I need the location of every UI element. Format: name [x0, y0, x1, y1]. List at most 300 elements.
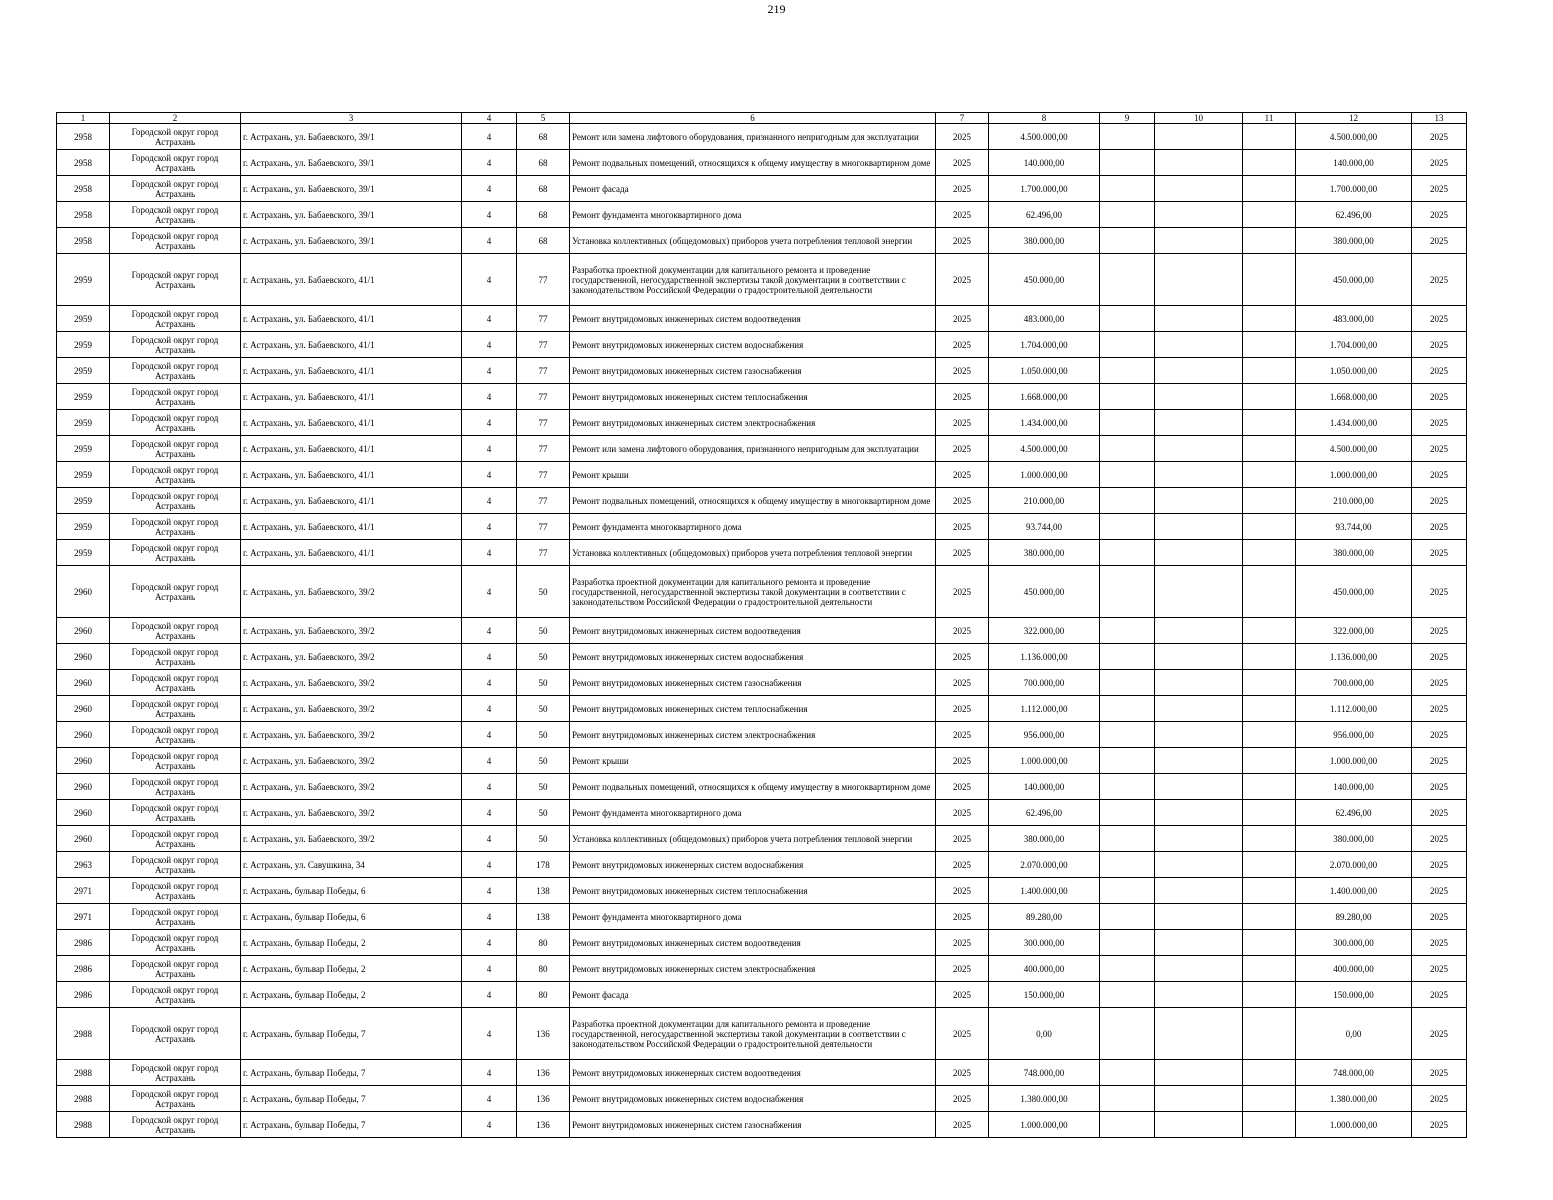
table-row	[57, 670, 1467, 696]
end-year-cell: 2025	[1412, 540, 1467, 566]
municipality-cell: Городской округ город Астрахань	[110, 306, 241, 332]
total-cell: 450.000,00	[1296, 254, 1412, 306]
column-9-cell	[1100, 982, 1155, 1008]
end-year-cell: 2025	[1412, 306, 1467, 332]
apartments-cell: 77	[517, 384, 570, 410]
floors-cell: 4	[462, 384, 517, 410]
year-cell: 2025	[936, 852, 989, 878]
floors-cell: 4	[462, 150, 517, 176]
address-cell: г. Астрахань, ул. Бабаевского, 41/1	[241, 358, 462, 384]
row-number-cell: 2959	[57, 540, 110, 566]
row-number-cell: 2988	[57, 1112, 110, 1138]
end-year-cell: 2025	[1412, 514, 1467, 540]
floors-cell: 4	[462, 462, 517, 488]
column-9-cell	[1100, 800, 1155, 826]
apartments-cell: 68	[517, 150, 570, 176]
apartments-cell: 178	[517, 852, 570, 878]
cost-cell: 62.496,00	[989, 800, 1100, 826]
work-type-cell: Ремонт внутридомовых инженерных систем водоотведения	[570, 930, 936, 956]
work-type-cell: Ремонт или замена лифтового оборудования, признанного непригодным для эксплуатации	[570, 436, 936, 462]
column-9-cell	[1100, 540, 1155, 566]
municipality-cell: Городской округ город Астрахань	[110, 618, 241, 644]
column-10-cell	[1155, 1112, 1243, 1138]
year-cell: 2025	[936, 124, 989, 150]
column-9-cell	[1100, 826, 1155, 852]
column-11-cell	[1243, 150, 1296, 176]
total-cell: 140.000,00	[1296, 774, 1412, 800]
work-type-cell: Ремонт фундамента многоквартирного дома	[570, 514, 936, 540]
year-cell: 2025	[936, 436, 989, 462]
year-cell: 2025	[936, 956, 989, 982]
work-type-cell: Разработка проектной документации для капитального ремонта и проведение государственной, негосударственной экспертизы такой документации в соответствии с законодательством Российской Федерации о градостроительной деятельности	[570, 566, 936, 618]
floors-cell: 4	[462, 878, 517, 904]
cost-cell: 748.000,00	[989, 1060, 1100, 1086]
apartments-cell: 80	[517, 956, 570, 982]
column-9-cell	[1100, 514, 1155, 540]
end-year-cell: 2025	[1412, 410, 1467, 436]
floors-cell: 4	[462, 410, 517, 436]
row-number-cell: 2959	[57, 436, 110, 462]
table-row	[57, 228, 1467, 254]
column-header: 13	[1412, 113, 1467, 124]
year-cell: 2025	[936, 1008, 989, 1060]
year-cell: 2025	[936, 644, 989, 670]
column-10-cell	[1155, 436, 1243, 462]
table-row	[57, 1008, 1467, 1060]
cost-cell: 4.500.000,00	[989, 436, 1100, 462]
column-11-cell	[1243, 956, 1296, 982]
table-row	[57, 150, 1467, 176]
cost-cell: 450.000,00	[989, 566, 1100, 618]
end-year-cell: 2025	[1412, 1008, 1467, 1060]
column-11-cell	[1243, 254, 1296, 306]
cost-cell: 1.000.000,00	[989, 462, 1100, 488]
column-11-cell	[1243, 176, 1296, 202]
column-11-cell	[1243, 202, 1296, 228]
end-year-cell: 2025	[1412, 358, 1467, 384]
work-type-cell: Ремонт внутридомовых инженерных систем электроснабжения	[570, 956, 936, 982]
municipality-cell: Городской округ город Астрахань	[110, 176, 241, 202]
column-11-cell	[1243, 1112, 1296, 1138]
table-row	[57, 930, 1467, 956]
column-10-cell	[1155, 644, 1243, 670]
floors-cell: 4	[462, 436, 517, 462]
municipality-cell: Городской округ город Астрахань	[110, 462, 241, 488]
municipality-cell: Городской округ город Астрахань	[110, 982, 241, 1008]
column-9-cell	[1100, 202, 1155, 228]
year-cell: 2025	[936, 930, 989, 956]
total-cell: 1.668.000,00	[1296, 384, 1412, 410]
address-cell: г. Астрахань, бульвар Победы, 6	[241, 904, 462, 930]
floors-cell: 4	[462, 176, 517, 202]
work-type-cell: Ремонт внутридомовых инженерных систем водоснабжения	[570, 852, 936, 878]
cost-cell: 380.000,00	[989, 228, 1100, 254]
table-row	[57, 644, 1467, 670]
work-type-cell: Ремонт подвальных помещений, относящихся к общему имуществу в многоквартирном доме	[570, 150, 936, 176]
cost-cell: 322.000,00	[989, 618, 1100, 644]
total-cell: 150.000,00	[1296, 982, 1412, 1008]
column-header: 10	[1155, 113, 1243, 124]
year-cell: 2025	[936, 878, 989, 904]
floors-cell: 4	[462, 748, 517, 774]
total-cell: 380.000,00	[1296, 826, 1412, 852]
column-10-cell	[1155, 878, 1243, 904]
apartments-cell: 50	[517, 774, 570, 800]
cost-cell: 1.000.000,00	[989, 748, 1100, 774]
cost-cell: 140.000,00	[989, 774, 1100, 800]
floors-cell: 4	[462, 1086, 517, 1112]
municipality-cell: Городской округ город Астрахань	[110, 644, 241, 670]
column-9-cell	[1100, 904, 1155, 930]
year-cell: 2025	[936, 722, 989, 748]
floors-cell: 4	[462, 1112, 517, 1138]
year-cell: 2025	[936, 228, 989, 254]
address-cell: г. Астрахань, ул. Бабаевского, 41/1	[241, 254, 462, 306]
municipality-cell: Городской округ город Астрахань	[110, 670, 241, 696]
municipality-cell: Городской округ город Астрахань	[110, 1008, 241, 1060]
municipality-cell: Городской округ город Астрахань	[110, 696, 241, 722]
apartments-cell: 50	[517, 826, 570, 852]
total-cell: 1.050.000,00	[1296, 358, 1412, 384]
municipality-cell: Городской округ город Астрахань	[110, 1086, 241, 1112]
address-cell: г. Астрахань, бульвар Победы, 7	[241, 1086, 462, 1112]
cost-cell: 400.000,00	[989, 956, 1100, 982]
column-9-cell	[1100, 956, 1155, 982]
row-number-cell: 2959	[57, 384, 110, 410]
end-year-cell: 2025	[1412, 488, 1467, 514]
year-cell: 2025	[936, 774, 989, 800]
table-row	[57, 800, 1467, 826]
municipality-cell: Городской округ город Астрахань	[110, 540, 241, 566]
address-cell: г. Астрахань, ул. Бабаевского, 41/1	[241, 410, 462, 436]
cost-cell: 93.744,00	[989, 514, 1100, 540]
municipality-cell: Городской округ город Астрахань	[110, 722, 241, 748]
row-number-cell: 2959	[57, 488, 110, 514]
column-9-cell	[1100, 436, 1155, 462]
floors-cell: 4	[462, 488, 517, 514]
table-row	[57, 540, 1467, 566]
column-11-cell	[1243, 488, 1296, 514]
floors-cell: 4	[462, 124, 517, 150]
address-cell: г. Астрахань, ул. Бабаевского, 39/1	[241, 202, 462, 228]
work-type-cell: Ремонт внутридомовых инженерных систем теплоснабжения	[570, 384, 936, 410]
column-9-cell	[1100, 930, 1155, 956]
apartments-cell: 50	[517, 670, 570, 696]
address-cell: г. Астрахань, ул. Бабаевского, 39/1	[241, 150, 462, 176]
apartments-cell: 77	[517, 332, 570, 358]
column-10-cell	[1155, 1086, 1243, 1112]
address-cell: г. Астрахань, бульвар Победы, 7	[241, 1060, 462, 1086]
apartments-cell: 136	[517, 1112, 570, 1138]
cost-cell: 1.380.000,00	[989, 1086, 1100, 1112]
work-type-cell: Ремонт внутридомовых инженерных систем водоснабжения	[570, 1086, 936, 1112]
address-cell: г. Астрахань, ул. Бабаевского, 41/1	[241, 306, 462, 332]
table-row	[57, 748, 1467, 774]
floors-cell: 4	[462, 930, 517, 956]
apartments-cell: 138	[517, 878, 570, 904]
table-row	[57, 1112, 1467, 1138]
year-cell: 2025	[936, 306, 989, 332]
total-cell: 1.434.000,00	[1296, 410, 1412, 436]
column-9-cell	[1100, 410, 1155, 436]
column-10-cell	[1155, 228, 1243, 254]
total-cell: 380.000,00	[1296, 228, 1412, 254]
year-cell: 2025	[936, 462, 989, 488]
row-number-cell: 2988	[57, 1008, 110, 1060]
column-header: 3	[241, 113, 462, 124]
column-11-cell	[1243, 384, 1296, 410]
table-row	[57, 696, 1467, 722]
row-number-cell: 2959	[57, 254, 110, 306]
table-row	[57, 488, 1467, 514]
address-cell: г. Астрахань, ул. Савушкина, 34	[241, 852, 462, 878]
column-header: 6	[570, 113, 936, 124]
column-11-cell	[1243, 982, 1296, 1008]
year-cell: 2025	[936, 670, 989, 696]
municipality-cell: Городской округ город Астрахань	[110, 774, 241, 800]
work-type-cell: Ремонт подвальных помещений, относящихся к общему имуществу в многоквартирном доме	[570, 774, 936, 800]
cost-cell: 1.050.000,00	[989, 358, 1100, 384]
column-10-cell	[1155, 254, 1243, 306]
apartments-cell: 80	[517, 982, 570, 1008]
column-11-cell	[1243, 566, 1296, 618]
row-number-cell: 2963	[57, 852, 110, 878]
municipality-cell: Городской округ город Астрахань	[110, 514, 241, 540]
end-year-cell: 2025	[1412, 618, 1467, 644]
year-cell: 2025	[936, 540, 989, 566]
work-type-cell: Ремонт внутридомовых инженерных систем водоотведения	[570, 306, 936, 332]
column-9-cell	[1100, 644, 1155, 670]
table-body	[57, 124, 1467, 1138]
address-cell: г. Астрахань, ул. Бабаевского, 39/2	[241, 800, 462, 826]
municipality-cell: Городской округ город Астрахань	[110, 332, 241, 358]
apartments-cell: 50	[517, 696, 570, 722]
work-type-cell: Установка коллективных (общедомовых) приборов учета потребления тепловой энергии	[570, 228, 936, 254]
total-cell: 1.000.000,00	[1296, 1112, 1412, 1138]
year-cell: 2025	[936, 566, 989, 618]
row-number-cell: 2958	[57, 228, 110, 254]
year-cell: 2025	[936, 488, 989, 514]
floors-cell: 4	[462, 358, 517, 384]
total-cell: 748.000,00	[1296, 1060, 1412, 1086]
cost-cell: 1.668.000,00	[989, 384, 1100, 410]
end-year-cell: 2025	[1412, 332, 1467, 358]
work-type-cell: Ремонт внутридомовых инженерных систем водоснабжения	[570, 644, 936, 670]
apartments-cell: 77	[517, 462, 570, 488]
cost-cell: 1.400.000,00	[989, 878, 1100, 904]
work-type-cell: Ремонт фундамента многоквартирного дома	[570, 202, 936, 228]
table-row	[57, 722, 1467, 748]
column-11-cell	[1243, 332, 1296, 358]
total-cell: 62.496,00	[1296, 800, 1412, 826]
cost-cell: 380.000,00	[989, 540, 1100, 566]
address-cell: г. Астрахань, ул. Бабаевского, 41/1	[241, 384, 462, 410]
year-cell: 2025	[936, 202, 989, 228]
column-11-cell	[1243, 1008, 1296, 1060]
column-9-cell	[1100, 384, 1155, 410]
work-type-cell: Ремонт внутридомовых инженерных систем газоснабжения	[570, 358, 936, 384]
row-number-cell: 2986	[57, 930, 110, 956]
row-number-cell: 2958	[57, 202, 110, 228]
year-cell: 2025	[936, 696, 989, 722]
municipality-cell: Городской округ город Астрахань	[110, 566, 241, 618]
table-row	[57, 852, 1467, 878]
floors-cell: 4	[462, 1060, 517, 1086]
table-row	[57, 904, 1467, 930]
apartments-cell: 77	[517, 306, 570, 332]
row-number-cell: 2986	[57, 982, 110, 1008]
table-row	[57, 618, 1467, 644]
end-year-cell: 2025	[1412, 722, 1467, 748]
work-type-cell: Ремонт фундамента многоквартирного дома	[570, 800, 936, 826]
apartments-cell: 68	[517, 124, 570, 150]
table-row	[57, 332, 1467, 358]
row-number-cell: 2960	[57, 774, 110, 800]
cost-cell: 140.000,00	[989, 150, 1100, 176]
row-number-cell: 2959	[57, 358, 110, 384]
address-cell: г. Астрахань, бульвар Победы, 7	[241, 1008, 462, 1060]
cost-cell: 210.000,00	[989, 488, 1100, 514]
column-9-cell	[1100, 670, 1155, 696]
end-year-cell: 2025	[1412, 696, 1467, 722]
apartments-cell: 136	[517, 1008, 570, 1060]
column-header: 2	[110, 113, 241, 124]
work-type-cell: Ремонт внутридомовых инженерных систем водоотведения	[570, 1060, 936, 1086]
address-cell: г. Астрахань, ул. Бабаевского, 39/2	[241, 670, 462, 696]
cost-cell: 956.000,00	[989, 722, 1100, 748]
municipality-cell: Городской округ город Астрахань	[110, 800, 241, 826]
total-cell: 483.000,00	[1296, 306, 1412, 332]
apartments-cell: 77	[517, 540, 570, 566]
year-cell: 2025	[936, 1086, 989, 1112]
cost-cell: 0,00	[989, 1008, 1100, 1060]
cost-cell: 1.112.000,00	[989, 696, 1100, 722]
table-row	[57, 358, 1467, 384]
end-year-cell: 2025	[1412, 644, 1467, 670]
column-10-cell	[1155, 904, 1243, 930]
municipality-cell: Городской округ город Астрахань	[110, 410, 241, 436]
apartments-cell: 50	[517, 618, 570, 644]
year-cell: 2025	[936, 618, 989, 644]
floors-cell: 4	[462, 254, 517, 306]
table-row	[57, 384, 1467, 410]
table-row	[57, 1060, 1467, 1086]
end-year-cell: 2025	[1412, 774, 1467, 800]
end-year-cell: 2025	[1412, 462, 1467, 488]
address-cell: г. Астрахань, ул. Бабаевского, 41/1	[241, 514, 462, 540]
end-year-cell: 2025	[1412, 1060, 1467, 1086]
column-10-cell	[1155, 306, 1243, 332]
end-year-cell: 2025	[1412, 904, 1467, 930]
column-9-cell	[1100, 124, 1155, 150]
municipality-cell: Городской округ город Астрахань	[110, 228, 241, 254]
apartments-cell: 77	[517, 410, 570, 436]
cost-cell: 300.000,00	[989, 930, 1100, 956]
address-cell: г. Астрахань, ул. Бабаевского, 39/2	[241, 774, 462, 800]
table-row	[57, 436, 1467, 462]
floors-cell: 4	[462, 540, 517, 566]
floors-cell: 4	[462, 618, 517, 644]
address-cell: г. Астрахань, ул. Бабаевского, 39/1	[241, 228, 462, 254]
column-9-cell	[1100, 878, 1155, 904]
floors-cell: 4	[462, 982, 517, 1008]
column-10-cell	[1155, 488, 1243, 514]
row-number-cell: 2960	[57, 566, 110, 618]
work-type-cell: Ремонт внутридомовых инженерных систем электроснабжения	[570, 722, 936, 748]
apartments-cell: 68	[517, 228, 570, 254]
row-number-cell: 2960	[57, 618, 110, 644]
column-10-cell	[1155, 540, 1243, 566]
column-11-cell	[1243, 1060, 1296, 1086]
row-number-cell: 2960	[57, 670, 110, 696]
total-cell: 1.136.000,00	[1296, 644, 1412, 670]
municipality-cell: Городской округ город Астрахань	[110, 150, 241, 176]
apartments-cell: 77	[517, 358, 570, 384]
column-11-cell	[1243, 306, 1296, 332]
table-row	[57, 410, 1467, 436]
municipality-cell: Городской округ город Астрахань	[110, 748, 241, 774]
apartments-cell: 50	[517, 800, 570, 826]
column-9-cell	[1100, 696, 1155, 722]
column-9-cell	[1100, 774, 1155, 800]
municipality-cell: Городской округ город Астрахань	[110, 1060, 241, 1086]
column-11-cell	[1243, 540, 1296, 566]
address-cell: г. Астрахань, бульвар Победы, 7	[241, 1112, 462, 1138]
floors-cell: 4	[462, 800, 517, 826]
work-type-cell: Установка коллективных (общедомовых) приборов учета потребления тепловой энергии	[570, 540, 936, 566]
column-11-cell	[1243, 800, 1296, 826]
floors-cell: 4	[462, 1008, 517, 1060]
total-cell: 1.380.000,00	[1296, 1086, 1412, 1112]
total-cell: 0,00	[1296, 1008, 1412, 1060]
column-11-cell	[1243, 930, 1296, 956]
total-cell: 1.000.000,00	[1296, 748, 1412, 774]
floors-cell: 4	[462, 696, 517, 722]
column-10-cell	[1155, 176, 1243, 202]
apartments-cell: 136	[517, 1060, 570, 1086]
address-cell: г. Астрахань, ул. Бабаевского, 41/1	[241, 462, 462, 488]
address-cell: г. Астрахань, бульвар Победы, 6	[241, 878, 462, 904]
column-11-cell	[1243, 670, 1296, 696]
column-10-cell	[1155, 722, 1243, 748]
total-cell: 4.500.000,00	[1296, 436, 1412, 462]
total-cell: 210.000,00	[1296, 488, 1412, 514]
column-10-cell	[1155, 670, 1243, 696]
column-11-cell	[1243, 410, 1296, 436]
column-10-cell	[1155, 514, 1243, 540]
column-11-cell	[1243, 1086, 1296, 1112]
column-9-cell	[1100, 748, 1155, 774]
floors-cell: 4	[462, 644, 517, 670]
address-cell: г. Астрахань, ул. Бабаевского, 39/2	[241, 826, 462, 852]
row-number-cell: 2960	[57, 800, 110, 826]
cost-cell: 1.700.000,00	[989, 176, 1100, 202]
end-year-cell: 2025	[1412, 982, 1467, 1008]
apartments-cell: 80	[517, 930, 570, 956]
total-cell: 62.496,00	[1296, 202, 1412, 228]
total-cell: 1.400.000,00	[1296, 878, 1412, 904]
table-row	[57, 124, 1467, 150]
column-header: 7	[936, 113, 989, 124]
municipality-cell: Городской округ город Астрахань	[110, 852, 241, 878]
year-cell: 2025	[936, 254, 989, 306]
year-cell: 2025	[936, 826, 989, 852]
municipality-cell: Городской округ город Астрахань	[110, 904, 241, 930]
row-number-cell: 2958	[57, 176, 110, 202]
cost-cell: 1.434.000,00	[989, 410, 1100, 436]
column-10-cell	[1155, 748, 1243, 774]
column-11-cell	[1243, 852, 1296, 878]
